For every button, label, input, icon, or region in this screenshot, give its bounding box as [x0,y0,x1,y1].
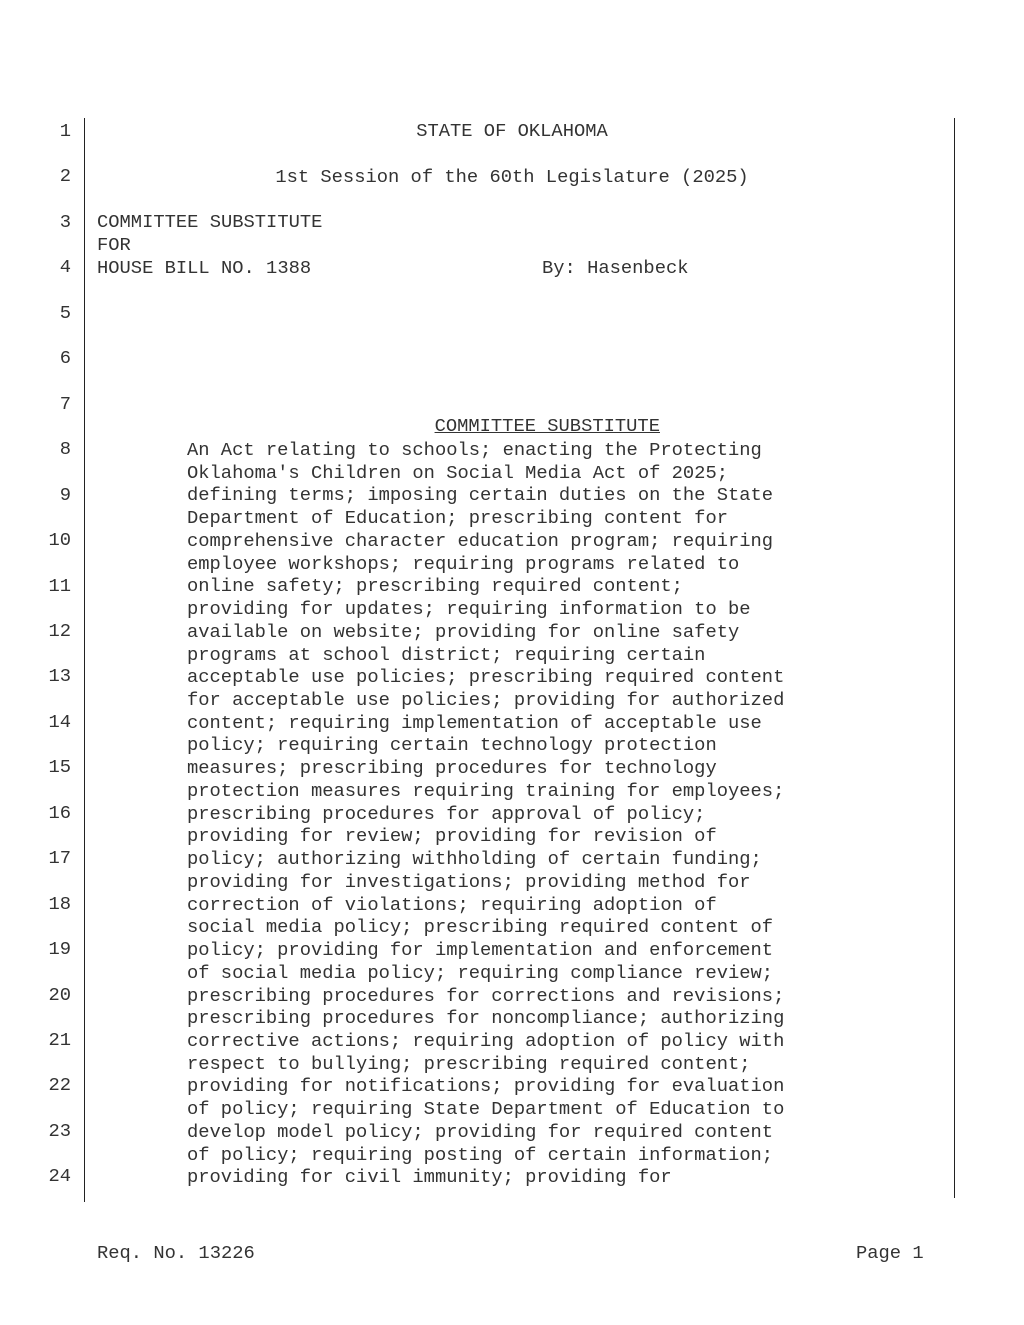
line-number: 5 [59,301,71,324]
session-title: 1st Session of the 60th Legislature (2025) [275,166,749,188]
act-text-line: prescribing procedures for approval of policy; [187,802,706,825]
act-text-line: measures; prescribing procedures for technology [187,757,717,780]
act-text-line: programs at school district; requiring certain [187,643,706,666]
for-label: FOR [97,234,131,256]
act-text-line: employee workshops; requiring programs related to [187,552,740,575]
act-text-line: providing for notifications; providing for evaluation [187,1075,785,1098]
act-text-line: of social media policy; requiring compliance review; [187,961,774,984]
act-text-line: providing for updates; requiring information to be [187,598,751,621]
act-text-line: develop model policy; providing for required content [187,1120,774,1143]
line-number: 6 [59,347,71,370]
line-number: 2 [59,165,71,188]
state-title: STATE OF OKLAHOMA [416,120,608,142]
act-text-line: defining terms; imposing certain duties on the State [187,484,774,507]
line-number: 15 [48,756,71,779]
line-number: 1 [59,120,71,142]
act-text-line: policy; providing for implementation and enforcement [187,939,774,962]
request-number: Req. No. 13226 [97,1242,255,1264]
section-title-text: COMMITTEE SUBSTITUTE [434,415,660,437]
line-number: 24 [48,1165,71,1188]
act-text-line: online safety; prescribing required content; [187,575,683,598]
act-text-line: available on website; providing for online safety [187,620,740,643]
line-number: 17 [48,847,71,870]
right-margin-rule [954,118,955,1198]
line-number: 3 [59,210,71,233]
act-text-line: for acceptable use policies; providing for authorized [187,689,785,712]
line-number: 12 [48,619,71,642]
act-text-line: providing for review; providing for revision of [187,825,717,848]
committee-substitute-label: COMMITTEE SUBSTITUTE [97,211,323,233]
line-number: 18 [48,892,71,915]
act-text-line: acceptable use policies; prescribing required content [187,666,785,689]
act-text-line: protection measures requiring training for employees; [187,779,785,802]
section-title [124,393,948,437]
line-number: 4 [59,256,71,279]
line-number: 9 [59,483,71,506]
act-text-line: content; requiring implementation of acceptable use [187,711,762,734]
line-number: 21 [48,1029,71,1051]
act-text-line: corrective actions; requiring adoption of policy with [187,1029,785,1052]
act-text-line: of policy; requiring posting of certain information; [187,1143,774,1166]
act-text-line: of policy; requiring State Department of Education to [187,1098,785,1121]
line-number: 11 [48,574,71,597]
act-text-line: prescribing procedures for corrections and revisions; [187,984,785,1007]
author-line: By: Hasenbeck [542,257,689,279]
act-text-line: Department of Education; prescribing content for [187,507,728,530]
line-number: 19 [48,938,71,961]
act-text-line: providing for civil immunity; providing for [187,1166,672,1189]
act-text-line: providing for investigations; providing method for [187,870,751,893]
page-number: Page 1 [856,1242,924,1264]
act-text-line: respect to bullying; prescribing required content; [187,1052,751,1075]
act-text-line: policy; requiring certain technology protection [187,734,717,757]
act-text-line: Oklahoma's Children on Social Media Act of 2025; [187,461,728,484]
line-number: 22 [48,1074,71,1097]
line-number: 7 [59,392,71,415]
line-number: 13 [48,665,71,688]
act-text-line: prescribing procedures for noncompliance; authorizing [187,1007,785,1030]
line-number: 16 [48,801,71,824]
line-number: 20 [48,983,71,1006]
line-number: 8 [59,438,71,461]
left-margin-rule [84,118,85,1202]
line-number: 23 [48,1119,71,1142]
act-text-line: policy; authorizing withholding of certain funding; [187,848,762,871]
bill-number: HOUSE BILL NO. 1388 [97,257,312,279]
line-number: 14 [48,710,71,733]
act-text-line: An Act relating to schools; enacting the Protecting [187,439,762,461]
act-text-line: correction of violations; requiring adoption of [187,893,717,916]
line-number: 10 [48,529,71,552]
act-text-line: comprehensive character education program; requiring [187,529,774,552]
act-text-line: social media policy; prescribing required content of [187,916,774,939]
